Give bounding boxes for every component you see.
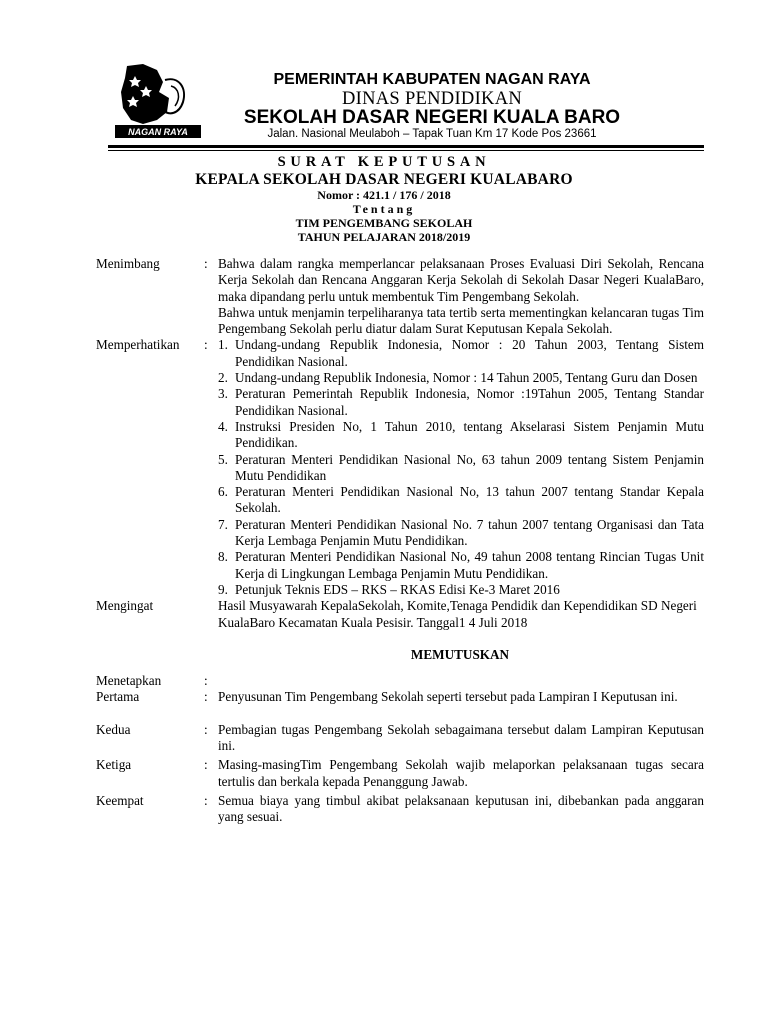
letterhead-address: Jalan. Nasional Meulaboh – Tapak Tuan Km 17 Kode Pos 23661 bbox=[267, 128, 597, 140]
menimbang-paragraph-1: Bahwa dalam rangka memperlancar pelaksanaan Proses Evaluasi Diri Sekolah, Rencana Kerja Sekolah dan Rencana Anggaran Kerja Sekolah di Sekolah Dasar Negeri KualaBaro, maka dipandang perlu untuk membentuk Tim Pengembang Sekolah. bbox=[218, 256, 704, 304]
list-item: 6. Peraturan Menteri Pendidikan Nasional No, 13 tahun 2007 tentang Standar Kepala Sekolah. bbox=[218, 484, 704, 516]
svg-text:NAGAN RAYA: NAGAN RAYA bbox=[128, 127, 188, 137]
about-label: Tentang bbox=[352, 202, 416, 216]
colon: : bbox=[204, 757, 208, 773]
menetapkan-row bbox=[96, 673, 704, 689]
letterhead-school: SEKOLAH DASAR NEGERI KUALA BARO bbox=[243, 107, 621, 128]
decision-text: Masing-masingTim Pengembang Sekolah wajib melaporkan pelaksanaan tugas secara tertulis dan berkala kepada Penanggung Jawab. bbox=[218, 757, 704, 789]
menimbang-section bbox=[96, 256, 704, 337]
decision-ketiga bbox=[96, 757, 704, 790]
list-item: 3. Peraturan Pemerintah Republik Indonesia, Nomor :19Tahun 2005, Tentang Standar Pendidikan Nasional. bbox=[218, 386, 704, 418]
list-item: 2. Undang-undang Republik Indonesia, Nomor : 14 Tahun 2005, Tentang Guru dan Dosen bbox=[218, 370, 698, 386]
decision-label: Keempat bbox=[96, 792, 144, 808]
decision-pertama bbox=[96, 689, 704, 705]
decision-kedua bbox=[96, 722, 704, 755]
menimbang-label: Menimbang bbox=[96, 256, 160, 271]
decision-keempat bbox=[96, 793, 704, 826]
list-item: 5. Peraturan Menteri Pendidikan Nasional No, 63 tahun 2009 tentang Sistem Penjamin Mutu Pendidikan bbox=[218, 451, 704, 483]
memutuskan-heading: MEMUTUSKAN bbox=[410, 646, 510, 662]
decision-label: Pertama bbox=[96, 689, 140, 705]
list-item: 8. Peraturan Menteri Pendidikan Nasional No, 49 tahun 2008 tentang Rincian Tugas Unit Kerja di Lingkungan Lembaga Penjamin Mutu Pendidikan. bbox=[218, 549, 704, 581]
decision-text: Pembagian tugas Pengembang Sekolah sebagaimana tersebut dalam Lampiran Keputusan ini. bbox=[218, 721, 704, 754]
decree-number: Nomor : 421.1 / 176 / 2018 bbox=[317, 188, 451, 202]
menetapkan-label: Menetapkan bbox=[96, 673, 162, 689]
nagan-raya-logo bbox=[113, 62, 205, 140]
menimbang-paragraph-2: Bahwa untuk menjamin terpeliharanya tata tertib serta mementingkan kelancaran tugas Tim Pengembang Sekolah perlu diatur dalam Surat Keputusan Kepala Sekolah. bbox=[218, 304, 704, 337]
list-item: 9. Petunjuk Teknis EDS – RKS – RKAS Edisi Ke-3 Maret 2016 bbox=[218, 581, 560, 597]
mengingat-text: Hasil Musyawarah KepalaSekolah, Komite,Tenaga Pendidik dan Kependidikan SD Negeri KualaBaro Kecamatan Kuala Pesisir. Tanggal1 4 Juli 2018 bbox=[218, 598, 697, 630]
colon: : bbox=[204, 337, 208, 353]
letterhead-divider-thin bbox=[108, 150, 704, 151]
memperhatikan-section bbox=[96, 337, 704, 598]
decision-text: Penyusunan Tim Pengembang Sekolah seperti tersebut pada Lampiran I Keputusan ini. bbox=[218, 689, 678, 705]
decision-label: Kedua bbox=[96, 721, 131, 737]
issuer-title: KEPALA SEKOLAH DASAR NEGERI KUALABARO bbox=[195, 171, 573, 188]
letterhead-government: PEMERINTAH KABUPATEN NAGAN RAYA bbox=[273, 71, 591, 88]
colon: : bbox=[204, 256, 208, 271]
colon: : bbox=[204, 721, 208, 737]
subject-line-1: TIM PENGEMBANG SEKOLAH bbox=[295, 216, 473, 230]
colon: : bbox=[204, 792, 208, 808]
subject-line-2: TAHUN PELAJARAN 2018/2019 bbox=[297, 230, 471, 244]
memperhatikan-label: Memperhatikan bbox=[96, 337, 180, 353]
doc-type-title: SURAT KEPUTUSAN bbox=[277, 154, 491, 170]
decision-label: Ketiga bbox=[96, 757, 132, 773]
mengingat-label: Mengingat bbox=[96, 598, 154, 614]
colon: : bbox=[204, 689, 208, 705]
list-item: 4. Instruksi Presiden No, 1 Tahun 2010, tentang Akselarasi Sistem Penjamin Mutu Pendidikan. bbox=[218, 418, 704, 451]
colon: : bbox=[204, 673, 208, 689]
decree-body bbox=[96, 256, 704, 826]
letterhead-divider-thick bbox=[108, 145, 704, 148]
regulation-list bbox=[218, 337, 704, 598]
letterhead-agency: DINAS PENDIDIKAN bbox=[341, 89, 523, 109]
list-item: 7. Peraturan Menteri Pendidikan Nasional No. 7 tahun 2007 tentang Organisasi dan Tata Kerja Lembaga Penjamin Mutu Pendidikan. bbox=[218, 516, 704, 549]
list-item: 1. Undang-undang Republik Indonesia, Nomor : 20 Tahun 2003, Tentang Sistem Pendidikan Nasional. bbox=[218, 337, 704, 369]
mengingat-section bbox=[96, 598, 704, 631]
decision-text: Semua biaya yang timbul akibat pelaksanaan keputusan ini, dibebankan pada anggaran yang sesuai. bbox=[218, 792, 704, 825]
